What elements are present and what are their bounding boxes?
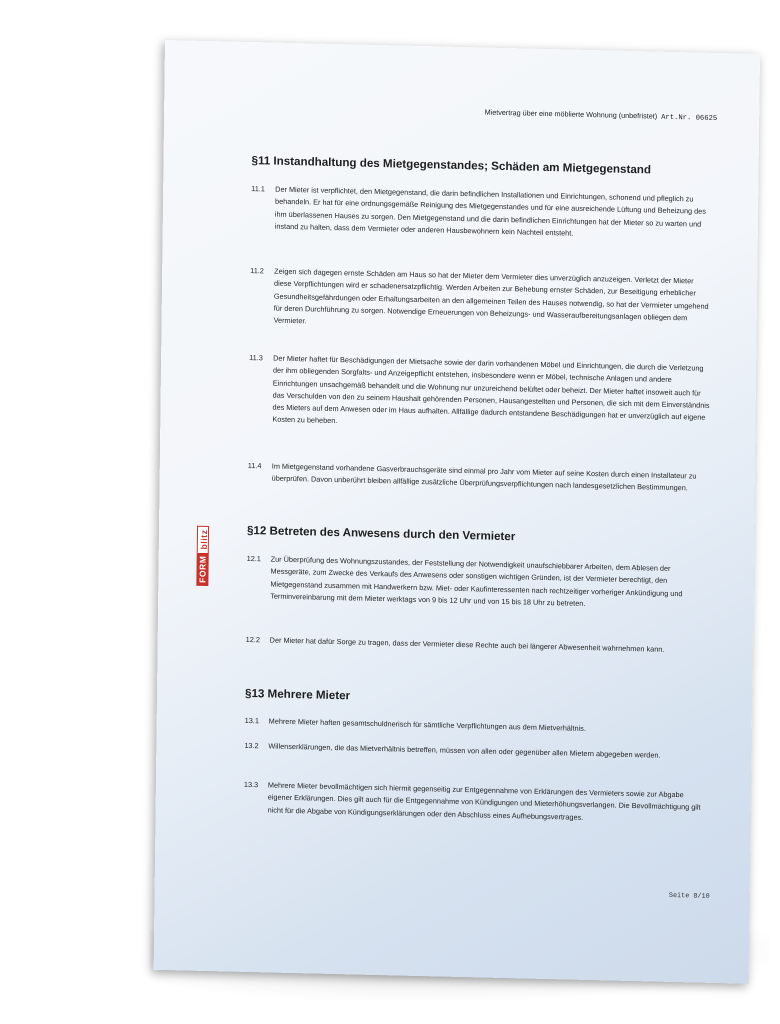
clause-12-1 (246, 553, 709, 613)
clause-number: 13.3 (243, 779, 259, 790)
clause-11-4 (248, 460, 710, 495)
clause-number: 11.1 (251, 184, 265, 194)
clause-11-3 (248, 352, 711, 437)
logo-text-form: FORM (196, 552, 208, 586)
clause-text: Der Mieter ist verpflichtet, den Mietgegenstand, die darin befindlichen Installationen und Einrichtungen, schonend und pfleglich zu behandeln. Er hat für eine ordnungsgemäße Reinigung des Mietgegenstandes und für eine ausreichende Lüftung und Beheizung des ihm überlassenen Hauses zu sorgen. Den Mietgegenstand und die darin befindlichen Einrichtungen hat der Mieter so zu warten und instand zu halten, dass dem Vermieter oder anderen Hausbewohnern kein Nachteil entsteht. (274, 184, 706, 238)
section-heading-13: §13 Mehrere Mieter (244, 686, 351, 703)
document-page (154, 40, 760, 984)
document-header (485, 108, 718, 123)
clause-number: 13.1 (244, 715, 259, 726)
article-number: Art.Nr. 06625 (661, 113, 718, 124)
clause-text: Mehrere Mieter bevollmächtigen sich hiermit gegenseitig zur Entgegennahme von Erklärungen des Vermieters sowie zur Abgabe eigener Erklärungen. Dies gilt auch für die Entgegennahme von Kündigungen und Mieterhöhungsverlangen. Die Bevollmächtigung gilt nicht für die Abgabe von Kündigungserklärungen oder den Abschluss eines Aufhebungsvertrages. (267, 780, 701, 822)
logo-text-blitz: blitz (197, 525, 209, 552)
clause-11-1 (251, 183, 714, 243)
clause-text: Willenserklärungen, die das Mietverhältnis betreffen, müssen von allen oder gegenüber allen Mietern abgegeben werden. (268, 741, 661, 760)
clause-13-1 (245, 715, 707, 738)
clause-number: 11.3 (249, 352, 263, 363)
page-number: Seite 8/10 (668, 891, 710, 901)
clause-text: Mehrere Mieter haften gesamtschuldnerisch für sämtliche Verpflichtungen aus dem Mietverhältnis. (268, 716, 586, 733)
clause-12-2 (246, 634, 708, 657)
clause-text: Zur Überprüfung des Wohnungszustandes, der Feststellung der Notwendigkeit unaufschiebbarer Arbeiten, dem Ablesen der Messgeräte, zum Zwecke des Verkaufs des Anwesens oder sonstigen wichtigen Gründen, ist der Vermieter berechtigt, den Mietgegenstand zusammen mit Handwerkern bzw. Miet- oder Kaufinteressenten nach rechtzeitiger vorheriger Ankündigung und Terminvereinbarung mit dem Mieter werktags von 9 bis 12 Uhr und von 15 bis 18 Uhr zu betreten. (270, 554, 683, 608)
formblitz-logo (196, 514, 209, 586)
section-heading-11: §11 Instandhaltung des Mietgegenstandes; Schäden am Mietgegenstand (251, 154, 652, 177)
clause-text: Der Mieter haftet für Beschädigungen der Mietsache sowie der darin vorhandenen Möbel und Einrichtungen, die durch die Verletzung der ihm obliegenden Sorgfalts- und Anzeigepflicht entstehen, insbesondere wenn er Möbel, technische Anlagen und andere Einrichtungen unsachgemäß behandelt und die Wohnung nur unzureichend belüftet oder beheizt. Der Mieter haftet insoweit auch für das Verschulden von den zu seinem Haushalt gehörenden Personen, Hausangestellten und Personen, die sich mit dem Einverständnis des Mieters auf dem Anwesen oder im Haus aufhalten. Allfällige dadurch entstandene Beschädigungen hat er unverzüglich auf eigene Kosten zu beheben. (272, 353, 710, 426)
clause-number: 13.2 (244, 740, 259, 751)
clause-number: 11.4 (247, 460, 262, 471)
clause-text: Der Mieter hat dafür Sorge zu tragen, dass der Vermieter diese Rechte auch bei längerer Abwesenheit wahrnehmen kann. (269, 635, 665, 654)
document-title: Mietvertrag über eine möblierte Wohnung (unbefristet) (484, 107, 658, 121)
clause-13-3 (244, 779, 706, 827)
clause-13-2 (244, 740, 706, 763)
section-heading-12: §12 Betreten des Anwesens durch den Vermieter (246, 523, 516, 544)
clause-text: Zeigen sich dagegen ernste Schäden am Haus so hat der Mieter dem Vermieter dies unverzüglich anzuzeigen. Verletzt der Mieter diese Verpflichtungen wird er schadenersatzpflichtig. Werden Arbeiten zur Behebung ernster Schäden, zur Beseitigung erheblicher Gesundheitsgefährdungen oder Erhaltungsarbeiten an den allgemeinen Teilen des Hauses notwendig, so hat der Vermieter umgehend für deren Durchführung zu sorgen. Notwendige Erneuerungen von Beheizungs- und Wasseraufbereitungsanlagen obliegen dem Vermieter. (273, 266, 709, 326)
clause-number: 11.2 (250, 266, 264, 276)
clause-11-2 (250, 265, 713, 337)
clause-number: 12.1 (246, 553, 261, 564)
clause-text: Im Mietgegenstand vorhandene Gasverbrauchsgeräte sind einmal pro Jahr vom Mieter auf seine Kosten durch einen Installateur zu überprüfen. Davon unberührt bleiben allfällige zusätzliche Überprüfungsverpflichtungen nach landesgesetzlichen Bestimmungen. (271, 461, 697, 493)
clause-number: 12.2 (245, 634, 260, 645)
